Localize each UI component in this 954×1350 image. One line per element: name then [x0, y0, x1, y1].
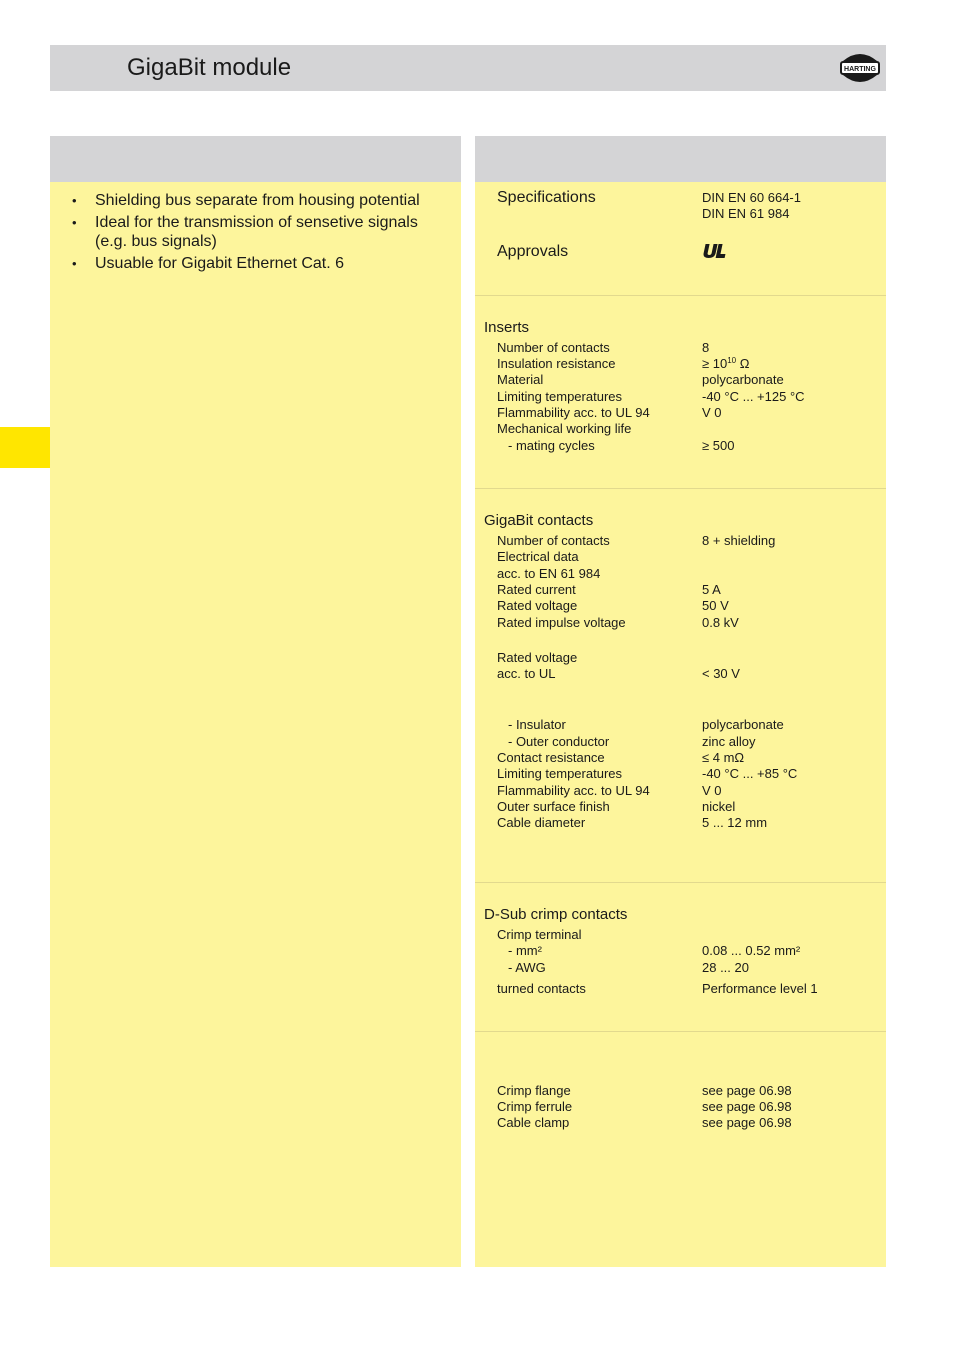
spec-label: Electrical data — [497, 549, 579, 564]
list-item: • Usuable for Gigabit Ethernet Cat. 6 — [72, 255, 345, 272]
spec-value: ≥ $10^{10}$ Ω — [702, 356, 750, 371]
header-bar — [50, 45, 886, 91]
spec-label: Rated impulse voltage — [497, 615, 626, 630]
section-divider — [475, 1031, 886, 1032]
spec-value: 8 — [702, 340, 710, 355]
spec-label: - AWG — [508, 960, 546, 975]
right-column-header — [475, 136, 886, 182]
bullet-icon: • — [72, 256, 77, 271]
accessory-label: Crimp flange — [497, 1083, 571, 1098]
spec-value: polycarbonate — [702, 717, 784, 732]
spec-label: Number of contacts — [497, 340, 610, 355]
spec-label: Outer surface finish — [497, 799, 610, 814]
spec-label: Limiting temperatures — [497, 766, 622, 781]
spec-value: 5 ... 12 mm — [702, 815, 768, 830]
spec-label: Rated current — [497, 582, 576, 597]
spec-value: 5 A — [702, 582, 721, 597]
spec-value: polycarbonate — [702, 372, 784, 387]
spec-label: Flammability acc. to UL 94 — [497, 783, 650, 798]
spec-label: Insulation resistance — [497, 356, 616, 371]
spec-value: nickel — [702, 799, 736, 814]
spec-label: - Insulator — [508, 717, 566, 732]
logo-text: HARTING — [844, 66, 876, 73]
spec-value: V 0 — [702, 783, 722, 798]
bullet-icon: • — [72, 193, 77, 208]
spec-value: V 0 — [702, 405, 722, 420]
approvals-label: Approvals — [497, 243, 569, 260]
spec-value: -40 °C ... +85 °C — [702, 766, 798, 781]
spec-label: Rated voltage — [497, 598, 578, 613]
spec-label: Crimp terminal — [497, 927, 582, 942]
gigabit-title: GigaBit contacts — [484, 512, 594, 529]
features-panel — [50, 182, 461, 1267]
section-divider — [475, 295, 886, 296]
spec-label: Cable diameter — [497, 815, 586, 830]
spec-label: - Outer conductor — [508, 734, 610, 749]
spec-value: zinc alloy — [702, 734, 756, 749]
spec-value: 0.08 ... 0.52 mm² — [702, 943, 801, 958]
list-item: • Ideal for the transmission of sensetive signals (e.g. bus signals) — [72, 214, 418, 250]
spec-label: Flammability acc. to UL 94 — [497, 405, 650, 420]
spec-label: Number of contacts — [497, 533, 610, 548]
spec-label: - mating cycles — [508, 438, 595, 453]
spec-label: Contact resistance — [497, 750, 605, 765]
spec-label: acc. to EN 61 984 — [497, 566, 601, 581]
accessory-label: Crimp ferrule — [497, 1099, 573, 1114]
accessory-label: Cable clamp — [497, 1115, 570, 1130]
spec-label: Material — [497, 372, 544, 387]
spec-value: 0.8 kV — [702, 615, 739, 630]
accessory-value: see page 06.98 — [702, 1083, 792, 1098]
spec-value: < 30 V — [702, 666, 740, 681]
spec-value: 50 V — [702, 598, 729, 613]
list-item: • Shielding bus separate from housing potential — [72, 192, 420, 209]
harting-logo-icon — [840, 49, 880, 87]
specifications-label: Specifications — [497, 189, 596, 206]
accessory-value: see page 06.98 — [702, 1099, 792, 1114]
feature-list — [50, 191, 450, 276]
section-divider — [475, 882, 886, 883]
inserts-title: Inserts — [484, 319, 530, 336]
spec-label: turned contacts — [497, 981, 586, 996]
accessory-value: see page 06.98 — [702, 1115, 792, 1130]
spec-label: - mm² — [508, 943, 542, 958]
spec-value: ≥ 500 — [702, 438, 735, 453]
chapter-tab — [0, 427, 50, 468]
spec-label: Limiting temperatures — [497, 389, 622, 404]
section-divider — [475, 488, 886, 489]
dsub-title: D-Sub crimp contacts — [484, 906, 628, 923]
spec-label: acc. to UL — [497, 666, 556, 681]
page-title: GigaBit module — [127, 54, 292, 81]
spec-value: ≤ 4 mΩ — [702, 750, 745, 765]
ul-recognized-icon — [701, 242, 727, 259]
specifications-value: DIN EN 60 664-1 — [702, 190, 801, 205]
spec-label: Mechanical working life — [497, 421, 632, 436]
bullet-icon: • — [72, 215, 77, 230]
spec-value: 28 ... 20 — [702, 960, 749, 975]
spec-value: -40 °C ... +125 °C — [702, 389, 805, 404]
spec-label: Rated voltage — [497, 650, 578, 665]
spec-value: Performance level 1 — [702, 981, 818, 996]
spec-value: 8 + shielding — [702, 533, 776, 548]
specifications-value: DIN EN 61 984 — [702, 206, 790, 221]
left-column-header — [50, 136, 461, 182]
